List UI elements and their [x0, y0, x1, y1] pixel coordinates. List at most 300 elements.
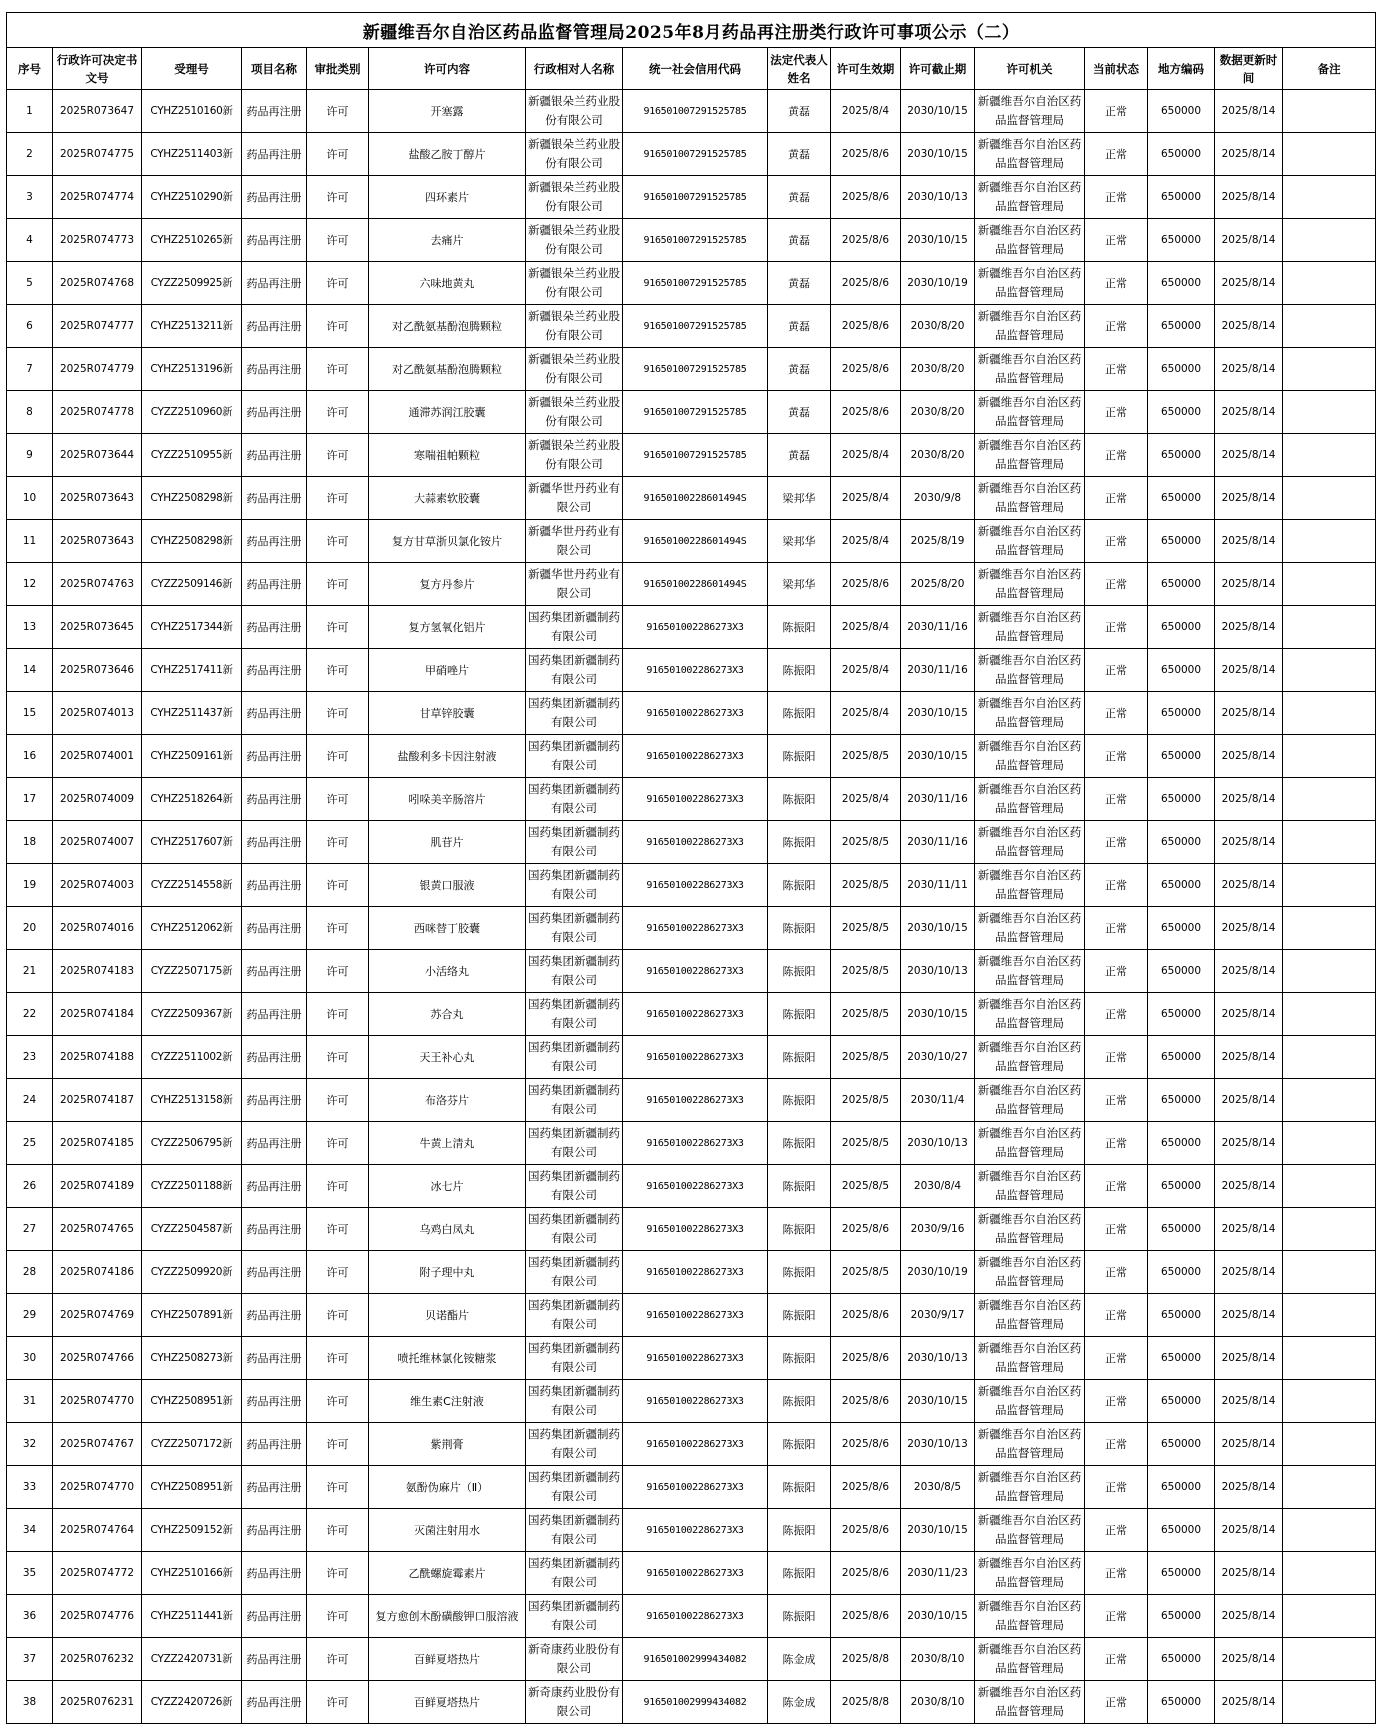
col-index-header: 序号 — [7, 48, 53, 90]
col-credit-code-cell: 916501002286273X3 — [623, 649, 768, 692]
col-decision-no-cell: 2025R073643 — [53, 520, 142, 563]
col-project-cell: 药品再注册 — [242, 176, 307, 219]
col-decision-no-cell: 2025R074185 — [53, 1122, 142, 1165]
col-valid-to-cell: 2030/10/13 — [901, 950, 975, 993]
col-valid-from-cell: 2025/8/6 — [831, 219, 901, 262]
col-counterparty-cell: 国药集团新疆制药有限公司 — [526, 1251, 623, 1294]
col-credit-code-cell: 91650100228601494S — [623, 520, 768, 563]
col-authority-cell: 新疆维吾尔自治区药品监督管理局 — [975, 90, 1085, 133]
col-content-cell: 百鲜夏塔热片 — [369, 1681, 526, 1724]
col-authority-cell: 新疆维吾尔自治区药品监督管理局 — [975, 1036, 1085, 1079]
col-project-cell: 药品再注册 — [242, 434, 307, 477]
col-acceptance-no-cell: CYZZ2420726新 — [142, 1681, 242, 1724]
col-legal-rep-cell: 陈金成 — [768, 1638, 831, 1681]
col-category-cell: 许可 — [307, 993, 369, 1036]
col-project-cell: 药品再注册 — [242, 1036, 307, 1079]
col-index-cell: 10 — [7, 477, 53, 520]
col-credit-code-cell: 916501002999434082 — [623, 1681, 768, 1724]
col-status-cell: 正常 — [1085, 348, 1148, 391]
col-updated-cell: 2025/8/14 — [1215, 90, 1283, 133]
col-valid-from-cell: 2025/8/4 — [831, 692, 901, 735]
col-index-cell: 20 — [7, 907, 53, 950]
col-authority-cell: 新疆维吾尔自治区药品监督管理局 — [975, 1681, 1085, 1724]
col-region-code-cell: 650000 — [1148, 434, 1215, 477]
col-legal-rep-cell: 陈金成 — [768, 1681, 831, 1724]
col-valid-to-cell: 2030/10/15 — [901, 90, 975, 133]
col-credit-code-cell: 916501002286273X3 — [623, 1251, 768, 1294]
col-status-cell: 正常 — [1085, 520, 1148, 563]
col-project-cell: 药品再注册 — [242, 649, 307, 692]
col-credit-code-cell: 916501007291525785 — [623, 262, 768, 305]
col-counterparty-cell: 国药集团新疆制药有限公司 — [526, 1122, 623, 1165]
table-row — [7, 1380, 1376, 1423]
col-region-code-cell: 650000 — [1148, 305, 1215, 348]
col-content-cell: 通滞苏润江胶囊 — [369, 391, 526, 434]
col-authority-cell: 新疆维吾尔自治区药品监督管理局 — [975, 1208, 1085, 1251]
col-remarks-cell — [1283, 950, 1376, 993]
col-category-cell: 许可 — [307, 434, 369, 477]
col-valid-to-cell: 2030/10/15 — [901, 133, 975, 176]
col-region-code-cell: 650000 — [1148, 993, 1215, 1036]
col-index-cell: 2 — [7, 133, 53, 176]
col-project-cell: 药品再注册 — [242, 778, 307, 821]
col-category-cell: 许可 — [307, 778, 369, 821]
col-updated-cell: 2025/8/14 — [1215, 176, 1283, 219]
col-remarks-cell — [1283, 1423, 1376, 1466]
col-authority-cell: 新疆维吾尔自治区药品监督管理局 — [975, 1595, 1085, 1638]
col-category-cell: 许可 — [307, 1337, 369, 1380]
col-project-cell: 药品再注册 — [242, 133, 307, 176]
col-counterparty-cell: 国药集团新疆制药有限公司 — [526, 1208, 623, 1251]
col-region-code-cell: 650000 — [1148, 1122, 1215, 1165]
col-decision-no-cell: 2025R074763 — [53, 563, 142, 606]
col-valid-to-cell: 2030/10/15 — [901, 993, 975, 1036]
col-project-cell: 药品再注册 — [242, 1380, 307, 1423]
col-project-cell: 药品再注册 — [242, 1337, 307, 1380]
col-legal-rep-cell: 陈振阳 — [768, 1036, 831, 1079]
col-valid-to-cell: 2030/10/15 — [901, 219, 975, 262]
col-valid-from-cell: 2025/8/6 — [831, 262, 901, 305]
col-legal-rep-cell: 黄磊 — [768, 391, 831, 434]
col-acceptance-no-cell: CYHZ2518264新 — [142, 778, 242, 821]
col-legal-rep-cell: 陈振阳 — [768, 1337, 831, 1380]
col-authority-cell: 新疆维吾尔自治区药品监督管理局 — [975, 348, 1085, 391]
col-decision-no-cell: 2025R074772 — [53, 1552, 142, 1595]
col-status-cell: 正常 — [1085, 262, 1148, 305]
col-updated-cell: 2025/8/14 — [1215, 1165, 1283, 1208]
col-valid-to-cell: 2030/8/10 — [901, 1681, 975, 1724]
table-row — [7, 907, 1376, 950]
col-acceptance-no-cell: CYHZ2510166新 — [142, 1552, 242, 1595]
col-counterparty-cell: 国药集团新疆制药有限公司 — [526, 1036, 623, 1079]
col-category-cell: 许可 — [307, 1638, 369, 1681]
col-status-cell: 正常 — [1085, 391, 1148, 434]
col-valid-from-cell: 2025/8/5 — [831, 1251, 901, 1294]
col-credit-code-cell: 916501002286273X3 — [623, 1294, 768, 1337]
col-credit-code-cell: 916501002286273X3 — [623, 1466, 768, 1509]
col-valid-to-cell: 2030/11/16 — [901, 649, 975, 692]
col-decision-no-cell: 2025R074013 — [53, 692, 142, 735]
col-project-cell: 药品再注册 — [242, 606, 307, 649]
col-category-cell: 许可 — [307, 219, 369, 262]
col-remarks-cell — [1283, 864, 1376, 907]
col-valid-from-cell: 2025/8/6 — [831, 391, 901, 434]
col-updated-cell: 2025/8/14 — [1215, 1466, 1283, 1509]
col-decision-no-cell: 2025R074188 — [53, 1036, 142, 1079]
col-category-cell: 许可 — [307, 606, 369, 649]
col-counterparty-cell: 国药集团新疆制药有限公司 — [526, 1509, 623, 1552]
col-remarks-cell — [1283, 1165, 1376, 1208]
col-category-cell: 许可 — [307, 477, 369, 520]
col-content-cell: 布洛芬片 — [369, 1079, 526, 1122]
col-authority-cell: 新疆维吾尔自治区药品监督管理局 — [975, 1251, 1085, 1294]
col-status-cell: 正常 — [1085, 90, 1148, 133]
table-row — [7, 649, 1376, 692]
col-authority-cell: 新疆维吾尔自治区药品监督管理局 — [975, 1423, 1085, 1466]
col-valid-to-cell: 2030/8/20 — [901, 391, 975, 434]
col-content-cell: 紫荆膏 — [369, 1423, 526, 1466]
col-project-cell: 药品再注册 — [242, 1079, 307, 1122]
col-updated-cell: 2025/8/14 — [1215, 1294, 1283, 1337]
col-project-cell: 药品再注册 — [242, 391, 307, 434]
col-legal-rep-cell: 梁邦华 — [768, 563, 831, 606]
col-valid-to-cell: 2030/11/16 — [901, 821, 975, 864]
col-region-code-cell: 650000 — [1148, 735, 1215, 778]
col-acceptance-no-cell: CYZZ2420731新 — [142, 1638, 242, 1681]
col-valid-from-cell: 2025/8/4 — [831, 477, 901, 520]
col-category-cell: 许可 — [307, 1681, 369, 1724]
col-status-cell: 正常 — [1085, 1681, 1148, 1724]
col-status-cell: 正常 — [1085, 1638, 1148, 1681]
col-counterparty-cell: 国药集团新疆制药有限公司 — [526, 1337, 623, 1380]
col-valid-from-cell: 2025/8/6 — [831, 563, 901, 606]
col-counterparty-cell: 新疆银朵兰药业股份有限公司 — [526, 133, 623, 176]
col-index-cell: 28 — [7, 1251, 53, 1294]
col-remarks-cell — [1283, 649, 1376, 692]
col-content-cell: 喷托维林氯化铵糖浆 — [369, 1337, 526, 1380]
col-remarks-cell — [1283, 1079, 1376, 1122]
col-valid-to-cell: 2025/8/20 — [901, 563, 975, 606]
col-project-cell: 药品再注册 — [242, 864, 307, 907]
col-legal-rep-cell: 陈振阳 — [768, 735, 831, 778]
col-acceptance-no-cell: CYZZ2511002新 — [142, 1036, 242, 1079]
col-valid-to-cell: 2030/11/4 — [901, 1079, 975, 1122]
col-acceptance-no-cell: CYHZ2511441新 — [142, 1595, 242, 1638]
col-legal-rep-cell: 陈振阳 — [768, 950, 831, 993]
col-category-cell: 许可 — [307, 1595, 369, 1638]
col-region-code-cell: 650000 — [1148, 1509, 1215, 1552]
col-category-cell: 许可 — [307, 520, 369, 563]
col-authority-cell: 新疆维吾尔自治区药品监督管理局 — [975, 993, 1085, 1036]
col-category-cell: 许可 — [307, 1380, 369, 1423]
col-legal-rep-cell: 陈振阳 — [768, 993, 831, 1036]
col-content-cell: 盐酸利多卡因注射液 — [369, 735, 526, 778]
col-region-code-cell: 650000 — [1148, 1552, 1215, 1595]
table-row — [7, 1337, 1376, 1380]
col-remarks-cell — [1283, 434, 1376, 477]
col-project-cell: 药品再注册 — [242, 950, 307, 993]
col-updated-cell: 2025/8/14 — [1215, 821, 1283, 864]
col-category-cell: 许可 — [307, 1165, 369, 1208]
col-updated-cell: 2025/8/14 — [1215, 1380, 1283, 1423]
col-remarks-cell — [1283, 219, 1376, 262]
col-updated-cell: 2025/8/14 — [1215, 1552, 1283, 1595]
col-counterparty-cell: 国药集团新疆制药有限公司 — [526, 1423, 623, 1466]
col-valid-from-cell: 2025/8/5 — [831, 1036, 901, 1079]
col-counterparty-cell: 新疆华世丹药业有限公司 — [526, 477, 623, 520]
col-authority-cell: 新疆维吾尔自治区药品监督管理局 — [975, 219, 1085, 262]
col-project-cell: 药品再注册 — [242, 821, 307, 864]
col-valid-to-header: 许可截止期 — [901, 48, 975, 90]
col-remarks-cell — [1283, 1294, 1376, 1337]
col-valid-from-cell: 2025/8/5 — [831, 993, 901, 1036]
col-region-code-cell: 650000 — [1148, 1380, 1215, 1423]
col-valid-to-cell: 2030/10/15 — [901, 1509, 975, 1552]
col-valid-from-cell: 2025/8/6 — [831, 1208, 901, 1251]
col-valid-to-cell: 2025/8/19 — [901, 520, 975, 563]
col-authority-header: 许可机关 — [975, 48, 1085, 90]
col-index-cell: 26 — [7, 1165, 53, 1208]
col-credit-code-cell: 916501002286273X3 — [623, 1165, 768, 1208]
table-row — [7, 1466, 1376, 1509]
col-updated-cell: 2025/8/14 — [1215, 1423, 1283, 1466]
col-status-cell: 正常 — [1085, 1509, 1148, 1552]
col-legal-rep-cell: 黄磊 — [768, 305, 831, 348]
col-acceptance-no-cell: CYZZ2501188新 — [142, 1165, 242, 1208]
col-category-cell: 许可 — [307, 1251, 369, 1294]
col-category-cell: 许可 — [307, 133, 369, 176]
col-counterparty-cell: 新疆银朵兰药业股份有限公司 — [526, 434, 623, 477]
col-legal-rep-cell: 陈振阳 — [768, 1251, 831, 1294]
col-legal-rep-cell: 陈振阳 — [768, 1423, 831, 1466]
col-status-cell: 正常 — [1085, 305, 1148, 348]
col-acceptance-no-cell: CYZZ2510960新 — [142, 391, 242, 434]
col-project-cell: 药品再注册 — [242, 1681, 307, 1724]
col-remarks-cell — [1283, 821, 1376, 864]
col-legal-rep-cell: 陈振阳 — [768, 907, 831, 950]
col-updated-cell: 2025/8/14 — [1215, 434, 1283, 477]
col-acceptance-no-header: 受理号 — [142, 48, 242, 90]
col-region-code-cell: 650000 — [1148, 520, 1215, 563]
col-updated-cell: 2025/8/14 — [1215, 391, 1283, 434]
col-credit-code-cell: 91650100228601494S — [623, 477, 768, 520]
col-status-cell: 正常 — [1085, 950, 1148, 993]
col-updated-cell: 2025/8/14 — [1215, 864, 1283, 907]
table-row — [7, 692, 1376, 735]
col-index-cell: 6 — [7, 305, 53, 348]
col-counterparty-cell: 国药集团新疆制药有限公司 — [526, 1294, 623, 1337]
col-valid-from-cell: 2025/8/4 — [831, 520, 901, 563]
col-region-code-cell: 650000 — [1148, 778, 1215, 821]
col-authority-cell: 新疆维吾尔自治区药品监督管理局 — [975, 1165, 1085, 1208]
col-credit-code-cell: 916501007291525785 — [623, 90, 768, 133]
col-authority-cell: 新疆维吾尔自治区药品监督管理局 — [975, 133, 1085, 176]
col-valid-to-cell: 2030/11/16 — [901, 606, 975, 649]
col-acceptance-no-cell: CYHZ2512062新 — [142, 907, 242, 950]
col-counterparty-cell: 国药集团新疆制药有限公司 — [526, 606, 623, 649]
col-content-cell: 复方愈创木酚磺酸钾口服溶液 — [369, 1595, 526, 1638]
col-status-cell: 正常 — [1085, 1079, 1148, 1122]
col-counterparty-cell: 国药集团新疆制药有限公司 — [526, 907, 623, 950]
col-authority-cell: 新疆维吾尔自治区药品监督管理局 — [975, 176, 1085, 219]
col-project-cell: 药品再注册 — [242, 477, 307, 520]
col-legal-rep-cell: 陈振阳 — [768, 821, 831, 864]
col-project-cell: 药品再注册 — [242, 1122, 307, 1165]
col-remarks-cell — [1283, 1251, 1376, 1294]
col-updated-cell: 2025/8/14 — [1215, 1208, 1283, 1251]
col-remarks-cell — [1283, 563, 1376, 606]
col-authority-cell: 新疆维吾尔自治区药品监督管理局 — [975, 1079, 1085, 1122]
table-row — [7, 1681, 1376, 1724]
col-remarks-cell — [1283, 778, 1376, 821]
col-valid-to-cell: 2030/11/11 — [901, 864, 975, 907]
col-decision-no-cell: 2025R074770 — [53, 1380, 142, 1423]
col-updated-cell: 2025/8/14 — [1215, 1337, 1283, 1380]
col-project-cell: 药品再注册 — [242, 735, 307, 778]
col-decision-no-cell: 2025R074189 — [53, 1165, 142, 1208]
col-remarks-cell — [1283, 1595, 1376, 1638]
col-decision-no-cell: 2025R074777 — [53, 305, 142, 348]
col-decision-no-cell: 2025R074184 — [53, 993, 142, 1036]
col-decision-no-cell: 2025R074770 — [53, 1466, 142, 1509]
col-content-cell: 甘草锌胶囊 — [369, 692, 526, 735]
col-authority-cell: 新疆维吾尔自治区药品监督管理局 — [975, 1337, 1085, 1380]
col-updated-cell: 2025/8/14 — [1215, 1079, 1283, 1122]
col-remarks-cell — [1283, 1552, 1376, 1595]
col-authority-cell: 新疆维吾尔自治区药品监督管理局 — [975, 391, 1085, 434]
col-remarks-cell — [1283, 735, 1376, 778]
col-acceptance-no-cell: CYZZ2506795新 — [142, 1122, 242, 1165]
col-region-code-cell: 650000 — [1148, 1466, 1215, 1509]
col-legal-rep-cell: 梁邦华 — [768, 477, 831, 520]
col-status-cell: 正常 — [1085, 1380, 1148, 1423]
col-counterparty-cell: 国药集团新疆制药有限公司 — [526, 1466, 623, 1509]
col-valid-from-cell: 2025/8/8 — [831, 1638, 901, 1681]
col-decision-no-cell: 2025R074768 — [53, 262, 142, 305]
col-credit-code-cell: 91650100228601494S — [623, 563, 768, 606]
col-credit-code-cell: 916501007291525785 — [623, 305, 768, 348]
col-project-cell: 药品再注册 — [242, 1208, 307, 1251]
col-remarks-cell — [1283, 305, 1376, 348]
col-legal-rep-cell: 黄磊 — [768, 348, 831, 391]
col-category-cell: 许可 — [307, 1208, 369, 1251]
col-credit-code-cell: 916501002286273X3 — [623, 1122, 768, 1165]
col-remarks-cell — [1283, 391, 1376, 434]
table-row — [7, 950, 1376, 993]
col-status-cell: 正常 — [1085, 1208, 1148, 1251]
col-valid-to-cell: 2030/10/15 — [901, 1380, 975, 1423]
col-valid-to-cell: 2030/8/20 — [901, 434, 975, 477]
col-valid-from-cell: 2025/8/4 — [831, 606, 901, 649]
table-row — [7, 348, 1376, 391]
col-category-cell: 许可 — [307, 1552, 369, 1595]
col-region-code-cell: 650000 — [1148, 1208, 1215, 1251]
col-decision-no-cell: 2025R074016 — [53, 907, 142, 950]
col-region-code-cell: 650000 — [1148, 649, 1215, 692]
col-credit-code-cell: 916501002286273X3 — [623, 1036, 768, 1079]
col-decision-no-cell: 2025R074765 — [53, 1208, 142, 1251]
col-valid-to-cell: 2030/9/16 — [901, 1208, 975, 1251]
col-remarks-cell — [1283, 907, 1376, 950]
col-status-cell: 正常 — [1085, 1294, 1148, 1337]
table-row — [7, 735, 1376, 778]
col-authority-cell: 新疆维吾尔自治区药品监督管理局 — [975, 1294, 1085, 1337]
col-legal-rep-cell: 陈振阳 — [768, 1595, 831, 1638]
col-updated-cell: 2025/8/14 — [1215, 219, 1283, 262]
table-row — [7, 219, 1376, 262]
col-project-cell: 药品再注册 — [242, 348, 307, 391]
table-row — [7, 434, 1376, 477]
col-project-cell: 药品再注册 — [242, 1423, 307, 1466]
col-authority-cell: 新疆维吾尔自治区药品监督管理局 — [975, 1122, 1085, 1165]
table-row — [7, 1552, 1376, 1595]
col-authority-cell: 新疆维吾尔自治区药品监督管理局 — [975, 649, 1085, 692]
col-decision-no-cell: 2025R073646 — [53, 649, 142, 692]
col-credit-code-header: 统一社会信用代码 — [623, 48, 768, 90]
col-remarks-cell — [1283, 262, 1376, 305]
col-status-cell: 正常 — [1085, 778, 1148, 821]
col-region-code-cell: 650000 — [1148, 176, 1215, 219]
col-valid-from-cell: 2025/8/6 — [831, 133, 901, 176]
col-valid-to-cell: 2030/8/20 — [901, 305, 975, 348]
col-category-cell: 许可 — [307, 864, 369, 907]
col-project-cell: 药品再注册 — [242, 563, 307, 606]
col-decision-no-cell: 2025R074001 — [53, 735, 142, 778]
col-acceptance-no-cell: CYHZ2509161新 — [142, 735, 242, 778]
col-decision-no-cell: 2025R073643 — [53, 477, 142, 520]
col-content-cell: 大蒜素软胶囊 — [369, 477, 526, 520]
col-project-cell: 药品再注册 — [242, 262, 307, 305]
col-valid-to-cell: 2030/10/15 — [901, 735, 975, 778]
permit-table — [6, 12, 1376, 1724]
col-decision-no-cell: 2025R074009 — [53, 778, 142, 821]
col-index-cell: 15 — [7, 692, 53, 735]
col-counterparty-cell: 国药集团新疆制药有限公司 — [526, 993, 623, 1036]
col-valid-from-cell: 2025/8/4 — [831, 90, 901, 133]
col-counterparty-cell: 国药集团新疆制药有限公司 — [526, 778, 623, 821]
col-category-cell: 许可 — [307, 563, 369, 606]
col-content-cell: 贝诺酯片 — [369, 1294, 526, 1337]
col-region-code-cell: 650000 — [1148, 1165, 1215, 1208]
col-project-header: 项目名称 — [242, 48, 307, 90]
col-acceptance-no-cell: CYHZ2508273新 — [142, 1337, 242, 1380]
col-counterparty-cell: 新奇康药业股份有限公司 — [526, 1681, 623, 1724]
col-region-code-cell: 650000 — [1148, 1638, 1215, 1681]
col-index-cell: 21 — [7, 950, 53, 993]
col-authority-cell: 新疆维吾尔自治区药品监督管理局 — [975, 778, 1085, 821]
col-category-cell: 许可 — [307, 1466, 369, 1509]
col-authority-cell: 新疆维吾尔自治区药品监督管理局 — [975, 1552, 1085, 1595]
col-index-cell: 19 — [7, 864, 53, 907]
col-authority-cell: 新疆维吾尔自治区药品监督管理局 — [975, 520, 1085, 563]
col-region-code-cell: 650000 — [1148, 477, 1215, 520]
col-updated-cell: 2025/8/14 — [1215, 606, 1283, 649]
col-region-code-cell: 650000 — [1148, 1337, 1215, 1380]
col-category-cell: 许可 — [307, 348, 369, 391]
col-status-cell: 正常 — [1085, 1423, 1148, 1466]
col-index-cell: 7 — [7, 348, 53, 391]
col-counterparty-cell: 国药集团新疆制药有限公司 — [526, 692, 623, 735]
col-valid-from-cell: 2025/8/4 — [831, 778, 901, 821]
col-valid-from-cell: 2025/8/4 — [831, 434, 901, 477]
col-acceptance-no-cell: CYHZ2510160新 — [142, 90, 242, 133]
col-credit-code-cell: 916501002286273X3 — [623, 821, 768, 864]
col-counterparty-cell: 新疆银朵兰药业股份有限公司 — [526, 90, 623, 133]
col-valid-to-cell: 2030/10/19 — [901, 262, 975, 305]
col-remarks-cell — [1283, 477, 1376, 520]
col-region-code-cell: 650000 — [1148, 950, 1215, 993]
col-status-cell: 正常 — [1085, 1466, 1148, 1509]
